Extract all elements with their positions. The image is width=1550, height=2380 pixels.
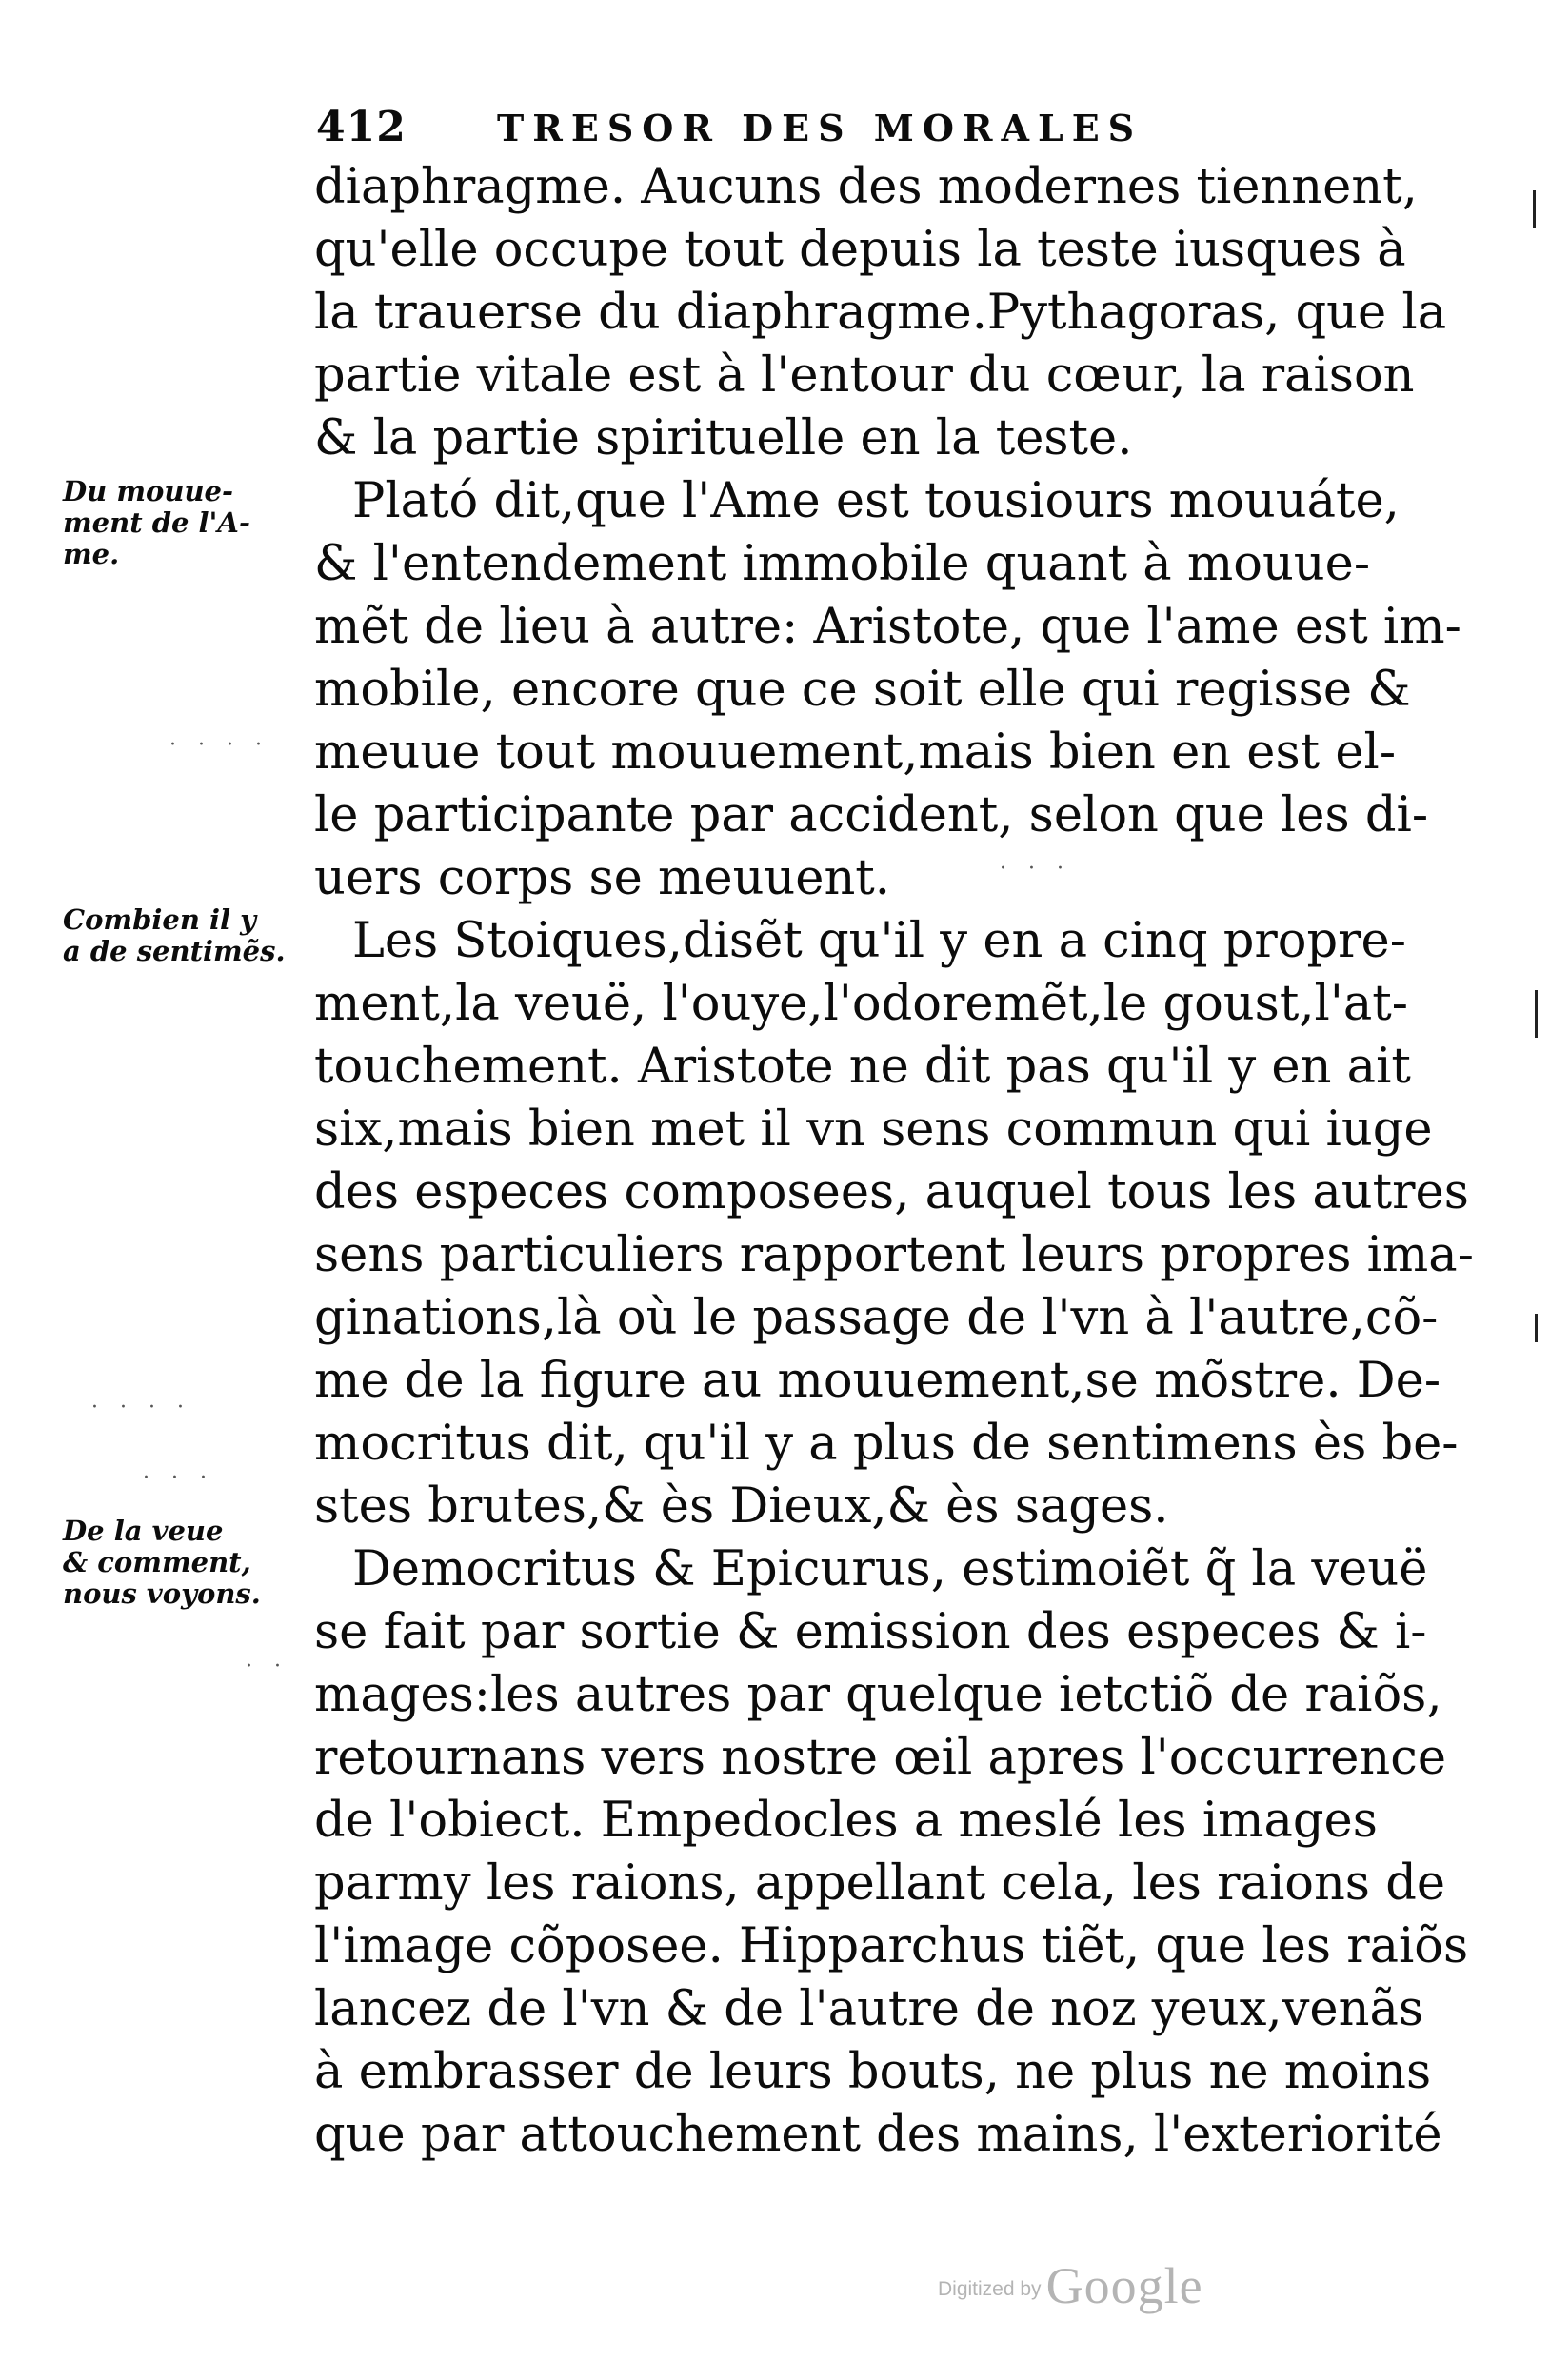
text-line: ginations,là où le passage de l'vn à l'autre,cõ-: [314, 1290, 1439, 1346]
text-line: lancez de l'vn & de l'autre de noz yeux,venãs: [314, 1981, 1424, 2037]
running-head: [316, 103, 1278, 160]
scan-edge-mark: [1533, 190, 1536, 228]
margin-note-line: Combien il y: [63, 903, 257, 936]
text-line: sens particuliers rapportent leurs propres ima-: [314, 1227, 1474, 1283]
text-line: qu'elle occupe tout depuis la teste iusques à: [314, 222, 1406, 278]
paragraph: [314, 156, 1447, 470]
text-line: partie vitale est à l'entour du cœur, la raison: [314, 347, 1415, 404]
margin-note-line: Du mouue-: [63, 475, 234, 507]
text-line: mages:les autres par quelque ietctiõ de raiõs,: [314, 1667, 1442, 1723]
google-watermark: [938, 2256, 1203, 2315]
text-line: mẽt de lieu à autre: Aristote, que l'ame est im-: [314, 599, 1461, 655]
body-text: [314, 156, 1474, 2167]
scan-speckle: · ·: [246, 1655, 288, 1678]
text-line: me de la figure au mouuement,se mõstre. De-: [314, 1353, 1441, 1409]
scan-speckle: · · · ·: [91, 1396, 191, 1419]
text-line: des especes composees, auquel tous les autres: [314, 1164, 1469, 1220]
margin-note-line: ment de l'A-: [63, 506, 250, 539]
margin-note-number-of-senses: [63, 904, 320, 967]
text-line: se fait par sortie & emission des especes & i-: [314, 1604, 1427, 1660]
text-line: touchement. Aristote ne dit pas qu'il y en ait: [314, 1039, 1411, 1095]
text-line: la trauerse du diaphragme.Pythagoras, que la: [314, 285, 1447, 341]
margin-note-line: me.: [63, 538, 120, 570]
margin-note-line: De la veue: [63, 1515, 224, 1547]
text-line: uers corps se meuuent.: [314, 850, 891, 906]
text-line: & l'entendement immobile quant à mouue-: [314, 536, 1371, 592]
text-line: de l'obiect. Empedocles a meslé les images: [314, 1793, 1378, 1849]
scan-speckle: · · ·: [1000, 857, 1071, 881]
text-line: l'image cõposee. Hipparchus tiẽt, que les raiõs: [314, 1918, 1469, 1974]
margin-note-line: a de sentimẽs.: [63, 935, 286, 967]
text-line: & la partie spirituelle en la teste.: [314, 410, 1133, 466]
text-line: meuue tout mouuement,mais bien en est el-: [314, 724, 1397, 781]
text-line: ment,la veuë, l'ouye,l'odoremẽt,le goust,l'at-: [314, 976, 1408, 1032]
scan-edge-mark: [1535, 1314, 1538, 1342]
watermark-prefix: Digitized by: [938, 2278, 1042, 2300]
paragraph: [314, 470, 1461, 910]
text-line: Plató dit,que l'Ame est tousiours mouuáte,: [352, 473, 1400, 529]
text-line: stes brutes,& ès Dieux,& ès sages.: [314, 1478, 1169, 1535]
text-line: à embrasser de leurs bouts, ne plus ne moins: [314, 2044, 1432, 2100]
running-title: TRESOR DES MORALES: [497, 107, 1143, 149]
text-line: Les Stoiques,disẽt qu'il y en a cinq propre-: [352, 913, 1406, 969]
text-line: mobile, encore que ce soit elle qui regisse &: [314, 662, 1411, 718]
text-line: six,mais bien met il vn sens commun qui iuge: [314, 1101, 1433, 1158]
text-line: diaphragme. Aucuns des modernes tiennent,: [314, 159, 1418, 215]
margin-note-movement-of-soul: [63, 476, 320, 570]
paragraph: [314, 1538, 1469, 2167]
google-logo: Google: [1045, 2257, 1203, 2314]
scan-speckle: · · ·: [143, 1466, 214, 1490]
margin-note-line: nous voyons.: [63, 1577, 261, 1610]
margin-note-sight: [63, 1516, 320, 1610]
text-line: le participante par accident, selon que les di-: [314, 787, 1429, 843]
page-number: 412: [316, 103, 407, 151]
text-line: Democritus & Epicurus, estimoiẽt q̃ la veuë: [352, 1541, 1428, 1597]
scan-edge-mark: [1535, 990, 1538, 1038]
text-line: parmy les raions, appellant cela, les raions de: [314, 1855, 1446, 1912]
text-line: mocritus dit, qu'il y a plus de sentimens ès be-: [314, 1416, 1459, 1472]
text-line: retournans vers nostre œil apres l'occurrence: [314, 1730, 1447, 1786]
text-line: que par attouchement des mains, l'exteriorité: [314, 2107, 1442, 2163]
paragraph: [314, 910, 1474, 1538]
scan-speckle: · · · ·: [169, 733, 269, 757]
margin-note-line: & comment,: [63, 1546, 251, 1578]
